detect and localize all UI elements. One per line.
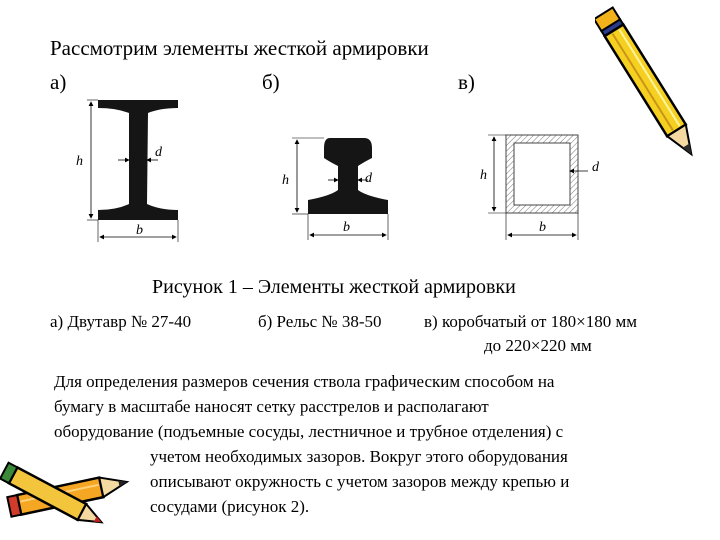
page-heading: Рассмотрим элементы жесткой армировки: [50, 36, 429, 60]
pencil-icon: [595, 0, 705, 175]
sublabel-c-line1: в) коробчатый от 180×180 мм: [424, 312, 637, 331]
sublabel-c-line2: до 220×220 мм: [484, 336, 592, 355]
figure-caption: Рисунок 1 – Элементы жесткой армировки: [152, 276, 516, 298]
box-section-shape: [506, 135, 578, 213]
paragraph-line-6: сосудами (рисунок 2).: [150, 497, 310, 516]
paragraph-line-3: оборудование (подъемные сосуды, лестничное и трубное отделения) с: [54, 422, 564, 441]
i-beam-shape: [98, 100, 178, 220]
paragraph-line-5: описывают окружность с учетом зазоров между крепью и: [150, 472, 570, 491]
sublabel-b: б) Рельс № 38-50: [258, 312, 382, 331]
dim-h-c: h: [480, 168, 487, 183]
rail-figure: [270, 130, 410, 250]
paragraph-line-1: Для определения размеров сечения ствола графическим способом на: [54, 372, 555, 391]
dim-d-c: d: [592, 160, 599, 175]
label-b: б): [262, 70, 280, 94]
label-a: а): [50, 70, 67, 94]
label-c: в): [458, 70, 475, 94]
dim-b-a: b: [136, 223, 143, 238]
i-beam-figure: [70, 92, 200, 262]
dim-b-c: b: [539, 220, 546, 235]
dim-h-b: h: [282, 173, 289, 188]
sublabel-a: а) Двутавр № 27-40: [50, 312, 192, 331]
pencils-icon: [0, 436, 150, 536]
dim-d-a: d: [155, 145, 162, 160]
paragraph-line-4: учетом необходимых зазоров. Вокруг этого оборудования: [150, 447, 568, 466]
dim-b-b: b: [343, 220, 350, 235]
rail-shape: [308, 138, 388, 214]
dim-d-b: d: [365, 171, 372, 186]
dim-h-a: h: [76, 154, 83, 169]
paragraph-line-2: бумагу в масштабе наносят сетку расстрелов и располагают: [54, 397, 489, 416]
